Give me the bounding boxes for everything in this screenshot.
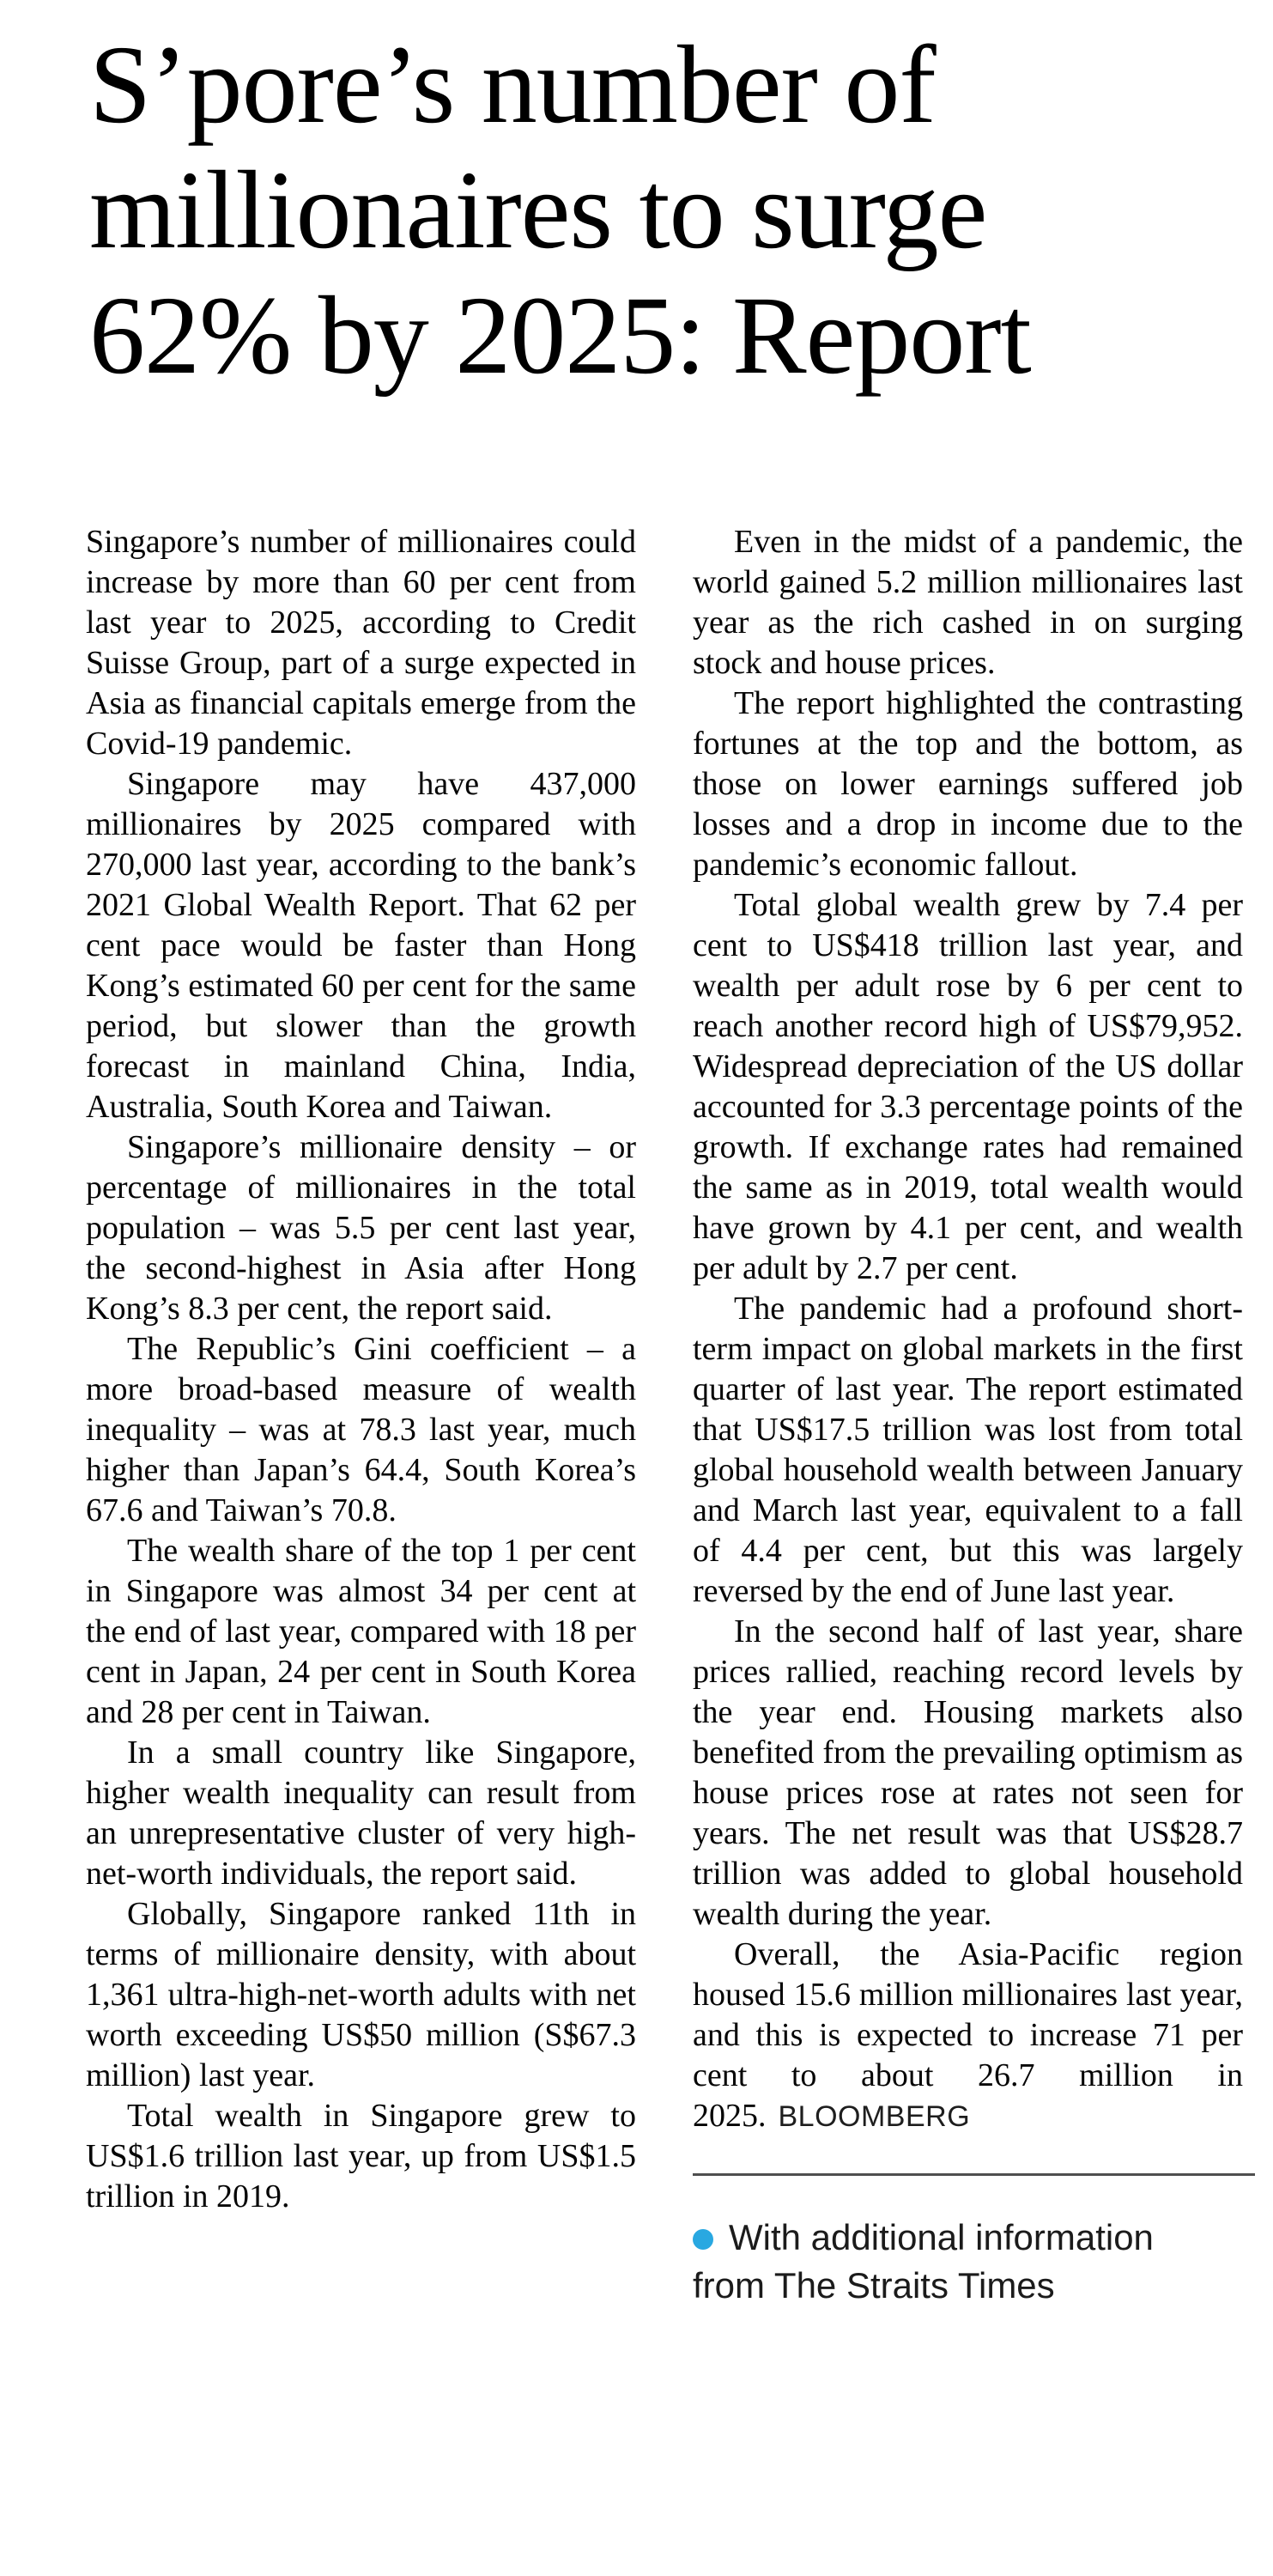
paragraph: Globally, Singapore ranked 11th in terms of millionaire density, with about 1,361 ultra-high-net-worth adults with net worth exceeding US$50 million (S$67.3 million) last year. [86, 1896, 636, 2093]
paragraph: Singapore’s millionaire density – or percentage of millionaires in the total population – was 5.5 per cent last year, the second-highest in Asia after Hong Kong’s 8.3 per cent, the report said. [86, 1129, 636, 1327]
paragraph: The Republic’s Gini coefficient – a more broad-based measure of wealth inequality – was at 78.3 last year, much higher than Japan’s 64.4, South Korea’s 67.6 and Taiwan’s 70.8. [86, 1331, 636, 1528]
paragraph: The report highlighted the contrasting fortunes at the top and the bottom, as those on lower earnings suffered job losses and a drop in income due to the pandemic’s economic fallout. [693, 685, 1243, 883]
paragraph [693, 1935, 1243, 2137]
divider [693, 2173, 1255, 2176]
right-column [693, 522, 1243, 2310]
paragraph: Singapore may have 437,000 millionaires by 2025 compared with 270,000 last year, according to the bank’s 2021 Global Wealth Report. That 62 per cent pace would be faster than Hong Kong’s estimated 60 per cent for the same period, but slower than the growth forecast in mainland China, India, Australia, South Korea and Taiwan. [86, 766, 636, 1125]
headline-line-2: millionaires to surge [89, 149, 987, 272]
headline-line-3: 62% by 2025: Report [89, 274, 1031, 398]
paragraph: Even in the midst of a pandemic, the world gained 5.2 million millionaires last year as the rich cashed in on surging stock and house prices. [693, 524, 1243, 681]
paragraph: In the second half of last year, share prices rallied, reaching record levels by the year end. Housing markets also benefited from the prevailing optimism as house prices rose at rates not seen for years. The net result was that US$28.7 trillion was added to global household wealth during the year. [693, 1613, 1243, 1932]
left-column [86, 522, 636, 2310]
news-agency-credit: BLOOMBERG [778, 2100, 971, 2133]
article-body [86, 522, 1273, 2310]
paragraph: In a small country like Singapore, higher wealth inequality can result from an unrepresentative cluster of very high-net-worth individuals, the report said. [86, 1735, 636, 1892]
bullet-icon [693, 2229, 713, 2250]
footnote [693, 2214, 1208, 2310]
paragraph: Total wealth in Singapore grew to US$1.6 trillion last year, up from US$1.5 trillion in 2019. [86, 2098, 636, 2215]
paragraph: Total global wealth grew by 7.4 per cent to US$418 trillion last year, and wealth per adult rose by 6 per cent to reach another record high of US$79,952. Widespread depreciation of the US dollar accounted for 3.3 percentage points of the growth. If exchange rates had remained the same as in 2019, total wealth would have grown by 4.1 per cent, and wealth per adult by 2.7 per cent. [693, 887, 1243, 1286]
footnote-text: With additional information from The Straits Times [693, 2217, 1154, 2306]
paragraph: The pandemic had a profound short-term impact on global markets in the first quarter of last year. The report estimated that US$17.5 trillion was lost from total global household wealth between January and March last year, equivalent to a fall of 4.4 per cent, but this was largely reversed by the end of June last year. [693, 1291, 1243, 1609]
paragraph: Singapore’s number of millionaires could increase by more than 60 per cent from last year to 2025, according to Credit Suisse Group, part of a surge expected in Asia as financial capitals emerge from the Covid-19 pandemic. [86, 524, 636, 762]
paragraph-text: Overall, the Asia-Pacific region housed 15.6 million millionaires last year, and this is expected to increase 71 per cent to about 26.7 million in 2025. [693, 1936, 1243, 2134]
headline [89, 22, 1244, 398]
paragraph: The wealth share of the top 1 per cent in Singapore was almost 34 per cent at the end of last year, compared with 18 per cent in Japan, 24 per cent in South Korea and 28 per cent in Taiwan. [86, 1533, 636, 1730]
headline-line-1: S’pore’s number of [89, 23, 936, 147]
